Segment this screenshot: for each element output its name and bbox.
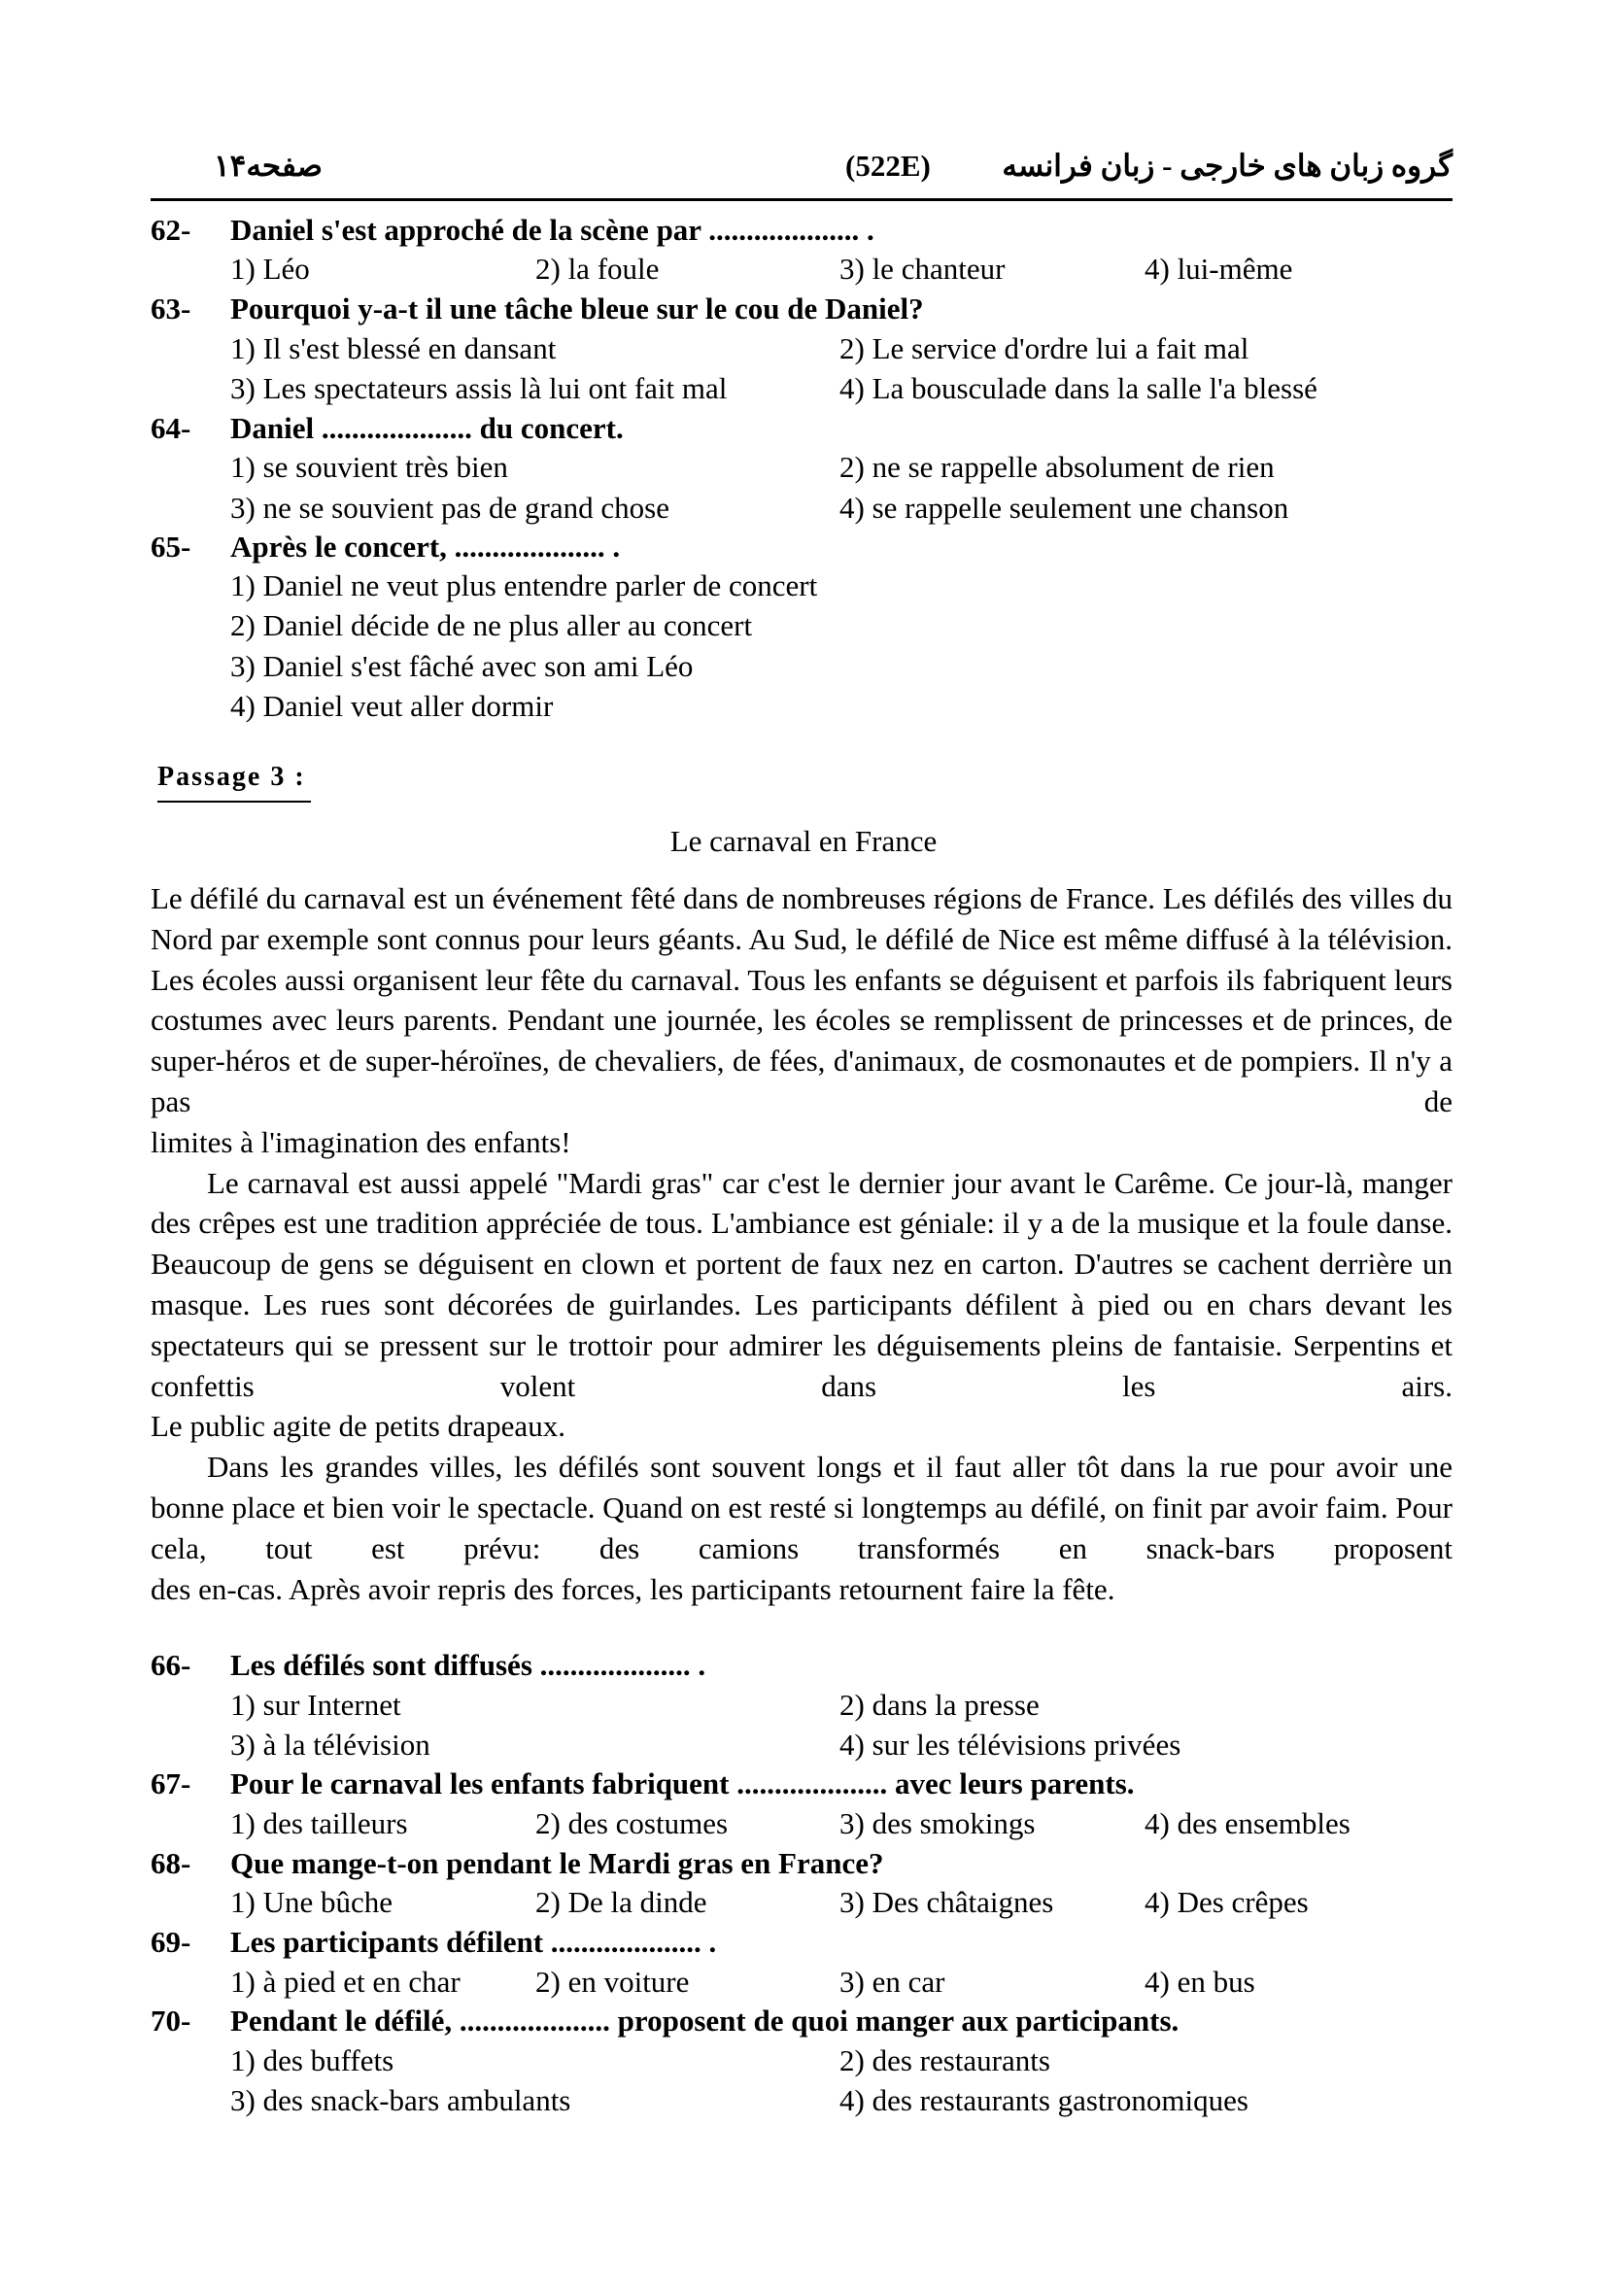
option[interactable]: 4) en bus: [1145, 1965, 1255, 1999]
passage-text: [151, 878, 1453, 1609]
question-stem: Les défilés sont diffusés .................... .: [230, 1648, 706, 1682]
question-63: [151, 289, 1462, 329]
option[interactable]: 2) la foule: [535, 252, 660, 286]
question-64: [151, 408, 1462, 449]
option[interactable]: 4) se rappelle seulement une chanson: [839, 491, 1289, 525]
question-number: 63-: [151, 291, 191, 326]
passage-paragraph: Le défilé du carnaval est un événement fêté dans de nombreuses régions de France. Les défilés des villes du Nord par exemple sont connus pour leurs géants. Au Sud, le défilé de Nice est même diffusé à la télévision. Les écoles aussi organisent leur fête du carnaval. Tous les enfants se déguisent et parfois ils fabriquent leurs costumes avec leurs parents. Pendant une journée, les écoles se remplissent de princesses et de princes, de super-héros et de super-héroïnes, de chevaliers, de fées, d'animaux, de cosmonautes et de pompiers. Il n'y a pas de limites à l'imagination des enfants!: [151, 881, 1453, 1159]
option[interactable]: 2) dans la presse: [839, 1688, 1040, 1722]
exam-group-title: گروه زبان های خارجی - زبان فرانسه: [1002, 149, 1453, 183]
passage-paragraph: Dans les grandes villes, les défilés sont souvent longs et il faut aller tôt dans la rue pour avoir une bonne place et bien voir le spectacle. Quand on est resté si longtemps au défilé, on finit par avoir faim. Pour cela, tout est prévu: des camions transformés en snack-bars proposent des en-cas. Après avoir repris des forces, les participants retournent faire la fête.: [151, 1450, 1453, 1606]
option[interactable]: 2) des restaurants: [839, 2043, 1050, 2077]
option[interactable]: 4) La bousculade dans la salle l'a blessé: [839, 371, 1317, 405]
question-stem: Après le concert, .................... .: [230, 530, 621, 564]
question-stem: Que mange-t-on pendant le Mardi gras en France?: [230, 1846, 884, 1880]
question-stem: Pour le carnaval les enfants fabriquent .................... avec leurs parents.: [230, 1766, 1135, 1800]
exam-code: (522E): [845, 149, 931, 183]
option[interactable]: 3) des snack-bars ambulants: [230, 2083, 571, 2117]
option[interactable]: 3) des smokings: [839, 1806, 1036, 1840]
option[interactable]: 4) Des crêpes: [1145, 1885, 1309, 1919]
option[interactable]: 2) des costumes: [535, 1806, 729, 1840]
question-stem: Daniel s'est approché de la scène par .................... .: [230, 213, 874, 247]
question-69: [151, 1922, 1462, 1963]
option[interactable]: 3) Les spectateurs assis là lui ont fait mal: [230, 371, 728, 405]
question-stem: Pourquoi y-a-t il une tâche bleue sur le cou de Daniel?: [230, 291, 924, 326]
question-number: 67-: [151, 1766, 191, 1800]
question-66: [151, 1645, 1462, 1686]
option[interactable]: 1) sur Internet: [230, 1688, 401, 1722]
option[interactable]: 3) en car: [839, 1965, 945, 1999]
option[interactable]: 1) à pied et en char: [230, 1965, 461, 1999]
option[interactable]: 2) ne se rappelle absolument de rien: [839, 450, 1275, 484]
page-number: صفحه۱۴: [214, 149, 323, 183]
header-rule: [151, 198, 1453, 201]
option[interactable]: 2) De la dinde: [535, 1885, 707, 1919]
option[interactable]: 1) Léo: [230, 252, 310, 286]
question-number: 69-: [151, 1925, 191, 1959]
passage-label: Passage 3 :: [157, 762, 306, 792]
passage-label-underline: [157, 801, 311, 803]
question-stem: Pendant le défilé, .................... proposent de quoi manger aux participants.: [230, 2004, 1180, 2038]
option[interactable]: 4) sur les télévisions privées: [839, 1728, 1181, 1762]
option[interactable]: 2) en voiture: [535, 1965, 690, 1999]
question-67: [151, 1764, 1462, 1804]
option[interactable]: 4) lui-même: [1145, 252, 1293, 286]
option[interactable]: 1) des buffets: [230, 2043, 394, 2077]
question-number: 62-: [151, 213, 191, 247]
question-68: [151, 1843, 1462, 1884]
passage-title: Le carnaval en France: [669, 824, 938, 858]
option[interactable]: 1) Une bûche: [230, 1885, 393, 1919]
question-number: 64-: [151, 411, 191, 445]
option[interactable]: 4) des restaurants gastronomiques: [839, 2083, 1248, 2117]
question-number: 66-: [151, 1648, 191, 1682]
passage-paragraph: Le carnaval est aussi appelé "Mardi gras" car c'est le dernier jour avant le Carême. Ce jour-là, manger des crêpes est une tradition appréciée de tous. L'ambiance est géniale: il y a de la musique et la foule danse. Beaucoup de gens se déguisent en clown et portent de faux nez en carton. D'autres se cachent derrière un masque. Les rues sont décorées de guirlandes. Les participants défilent à pied ou en chars devant les spectateurs qui se pressent sur le trottoir pour admirer les déguisements pleins de fantaisie. Serpentins et confettis volent dans les airs. Le public agite de petits drapeaux.: [151, 1165, 1453, 1444]
option[interactable]: 1) Daniel ne veut plus entendre parler de concert: [230, 568, 818, 602]
option[interactable]: 3) à la télévision: [230, 1728, 430, 1762]
option[interactable]: 3) Des châtaignes: [839, 1885, 1054, 1919]
option[interactable]: 4) Daniel veut aller dormir: [230, 689, 554, 723]
question-62: [151, 210, 1462, 251]
question-number: 65-: [151, 530, 191, 564]
option[interactable]: 3) Daniel s'est fâché avec son ami Léo: [230, 649, 694, 683]
question-stem: Les participants défilent .................... .: [230, 1925, 717, 1959]
question-stem: Daniel .................... du concert.: [230, 411, 624, 445]
option[interactable]: 1) des tailleurs: [230, 1806, 408, 1840]
option[interactable]: 2) Daniel décide de ne plus aller au concert: [230, 608, 753, 642]
option[interactable]: 1) Il s'est blessé en dansant: [230, 331, 557, 365]
option[interactable]: 3) le chanteur: [839, 252, 1006, 286]
question-number: 68-: [151, 1846, 191, 1880]
question-70: [151, 2001, 1462, 2041]
option[interactable]: 1) se souvient très bien: [230, 450, 508, 484]
option[interactable]: 2) Le service d'ordre lui a fait mal: [839, 331, 1249, 365]
page-header: [151, 146, 1453, 187]
option[interactable]: 4) des ensembles: [1145, 1806, 1351, 1840]
question-65: [151, 527, 1462, 567]
question-number: 70-: [151, 2004, 191, 2038]
option[interactable]: 3) ne se souvient pas de grand chose: [230, 491, 669, 525]
